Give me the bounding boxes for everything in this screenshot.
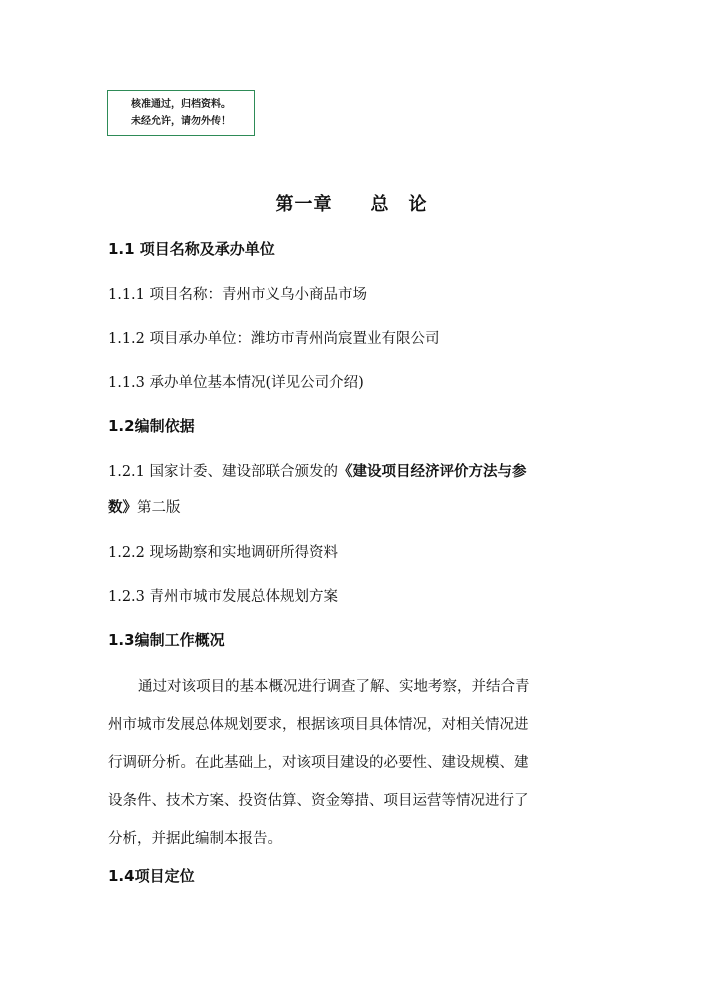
item-1-1-3: 1.1.3 承办单位基本情况(详见公司介绍): [108, 375, 364, 391]
item-1-1-1: 1.1.1 项目名称：青州市义乌小商品市场: [108, 287, 368, 303]
item-1-1-2: 1.1.2 项目承办单位：潍坊市青州尚宸置业有限公司: [108, 331, 440, 347]
paragraph-line: 行调研分析。在此基础上，对该项目建设的必要性、建设规模、建: [108, 755, 529, 771]
section-1-3-paragraph: [108, 668, 598, 858]
section-heading-1-1: 1.1 项目名称及承办单位: [108, 240, 275, 258]
item-1-2-1-suffix: 第二版: [137, 500, 181, 516]
stamp-line-2: 未经允许，请勿外传！: [131, 116, 231, 127]
chapter-title: 第一章 总 论: [275, 194, 428, 215]
item-1-2-1-book-title-part-1: 《建设项目经济评价方法与参: [338, 464, 527, 480]
section-heading-1-4: 1.4项目定位: [108, 867, 195, 885]
item-1-2-3: 1.2.3 青州市城市发展总体规划方案: [108, 589, 339, 605]
approval-stamp: [107, 90, 255, 136]
paragraph-line: 设条件、技术方案、投资估算、资金筹措、项目运营等情况进行了: [108, 793, 529, 809]
item-1-2-1-prefix: 1.2.1 国家计委、建设部联合颁发的: [108, 464, 339, 480]
paragraph-line: 通过对该项目的基本概况进行调查了解、实地考察，并结合青: [138, 679, 530, 695]
item-1-2-1-line-1: [108, 460, 527, 481]
stamp-line-1: 核准通过，归档资料。: [131, 99, 231, 110]
section-heading-1-2: 1.2编制依据: [108, 417, 195, 435]
item-1-2-2: 1.2.2 现场勘察和实地调研所得资料: [108, 545, 339, 561]
item-1-2-1-line-2: [108, 496, 181, 517]
section-heading-1-3: 1.3编制工作概况: [108, 631, 225, 649]
paragraph-line: 州市城市发展总体规划要求，根据该项目具体情况，对相关情况进: [108, 717, 529, 733]
paragraph-line: 分析，并据此编制本报告。: [108, 831, 282, 847]
item-1-2-1-book-title-part-2: 数》: [108, 500, 137, 516]
